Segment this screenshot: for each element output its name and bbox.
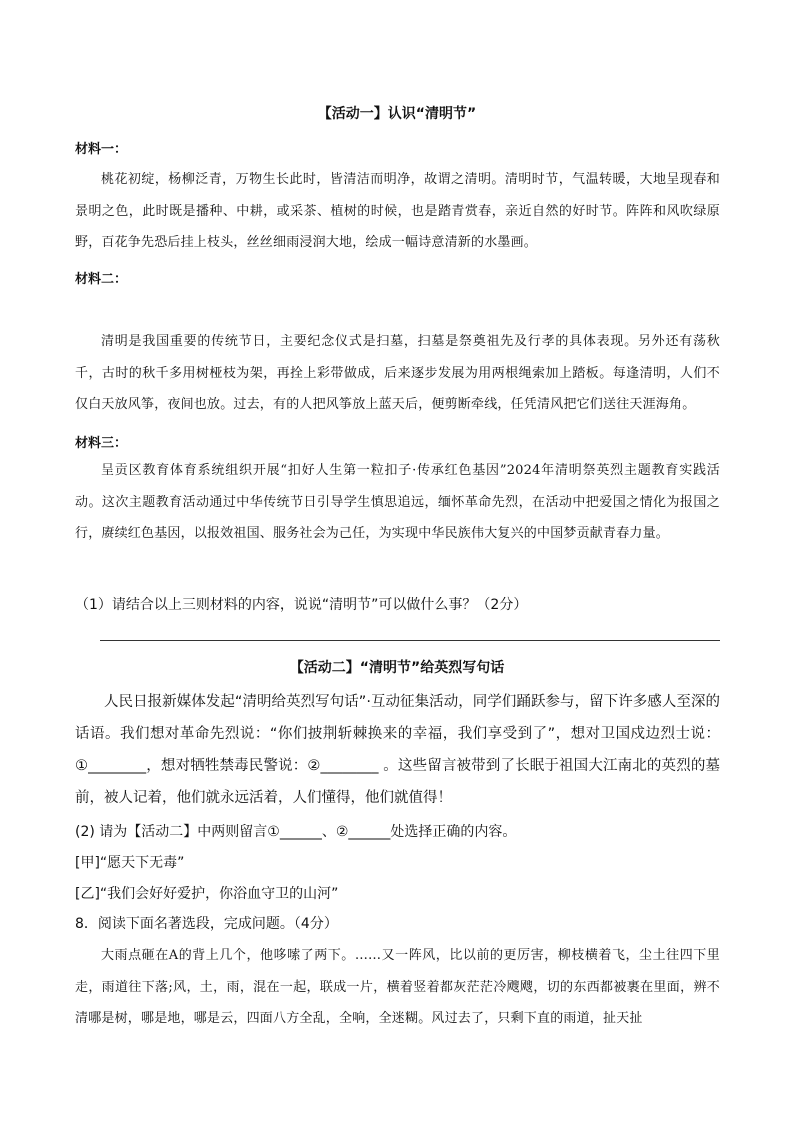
material3-text: 呈贡区教育体育系统组织开展“扣好人生第一粒扣子·传承红色基因”2024年清明祭英烈主题教育实践活动。这次主题教育活动通过中华传统节日引导学生慎思追远，缅怀革命先烈，在活动中把爱国之情化为报国之行，赓续红色基因，以报效祖国、服务社会为己任，为实现中华民族伟大复兴的中国梦贡献青春力量。: [75, 463, 720, 541]
material3-label: 材料三：: [75, 436, 128, 451]
answer-line: [100, 640, 720, 641]
question-8-heading: 8．阅读下面名著选段，完成问题。（4分）: [75, 916, 338, 932]
material1-label: 材料一：: [75, 142, 128, 157]
material1-text: 桃花初绽，杨柳泛青，万物生长此时，皆清洁而明净，故谓之清明。清明时节，气温转暖，大地呈现春和景明之色，此时既是播种、中耕，或采茶、植树的时候，也是踏青赏春，亲近自然的好时节。阵阵和风吹绿原野，百花争先恐后挂上枝头，丝丝细雨浸润大地，绘成一幅诗意清新的水墨画。: [75, 172, 720, 250]
option-b: [乙]“我们会好好爱护，你浴血守卫的山河”: [75, 886, 339, 902]
question-8-passage: 大雨点砸在A的背上几个，他哆嗦了两下。……又一阵风，比以前的更厉害，柳枝横着飞，尘土往四下里走，雨道往下落;风，土，雨，混在一起，联成一片，横着竖着都灰茫茫冷飕飕，切的东西都被裹在里面，辨不清哪是树，哪是地，哪是云，四面八方全乱，全响，全迷糊。风过去了，只剩下直的雨道，扯天扯: [75, 948, 720, 1026]
question-2: (2) 请为【活动二】中两则留言①______、②______处选择正确的内容。: [75, 824, 517, 840]
question-1: （1）请结合以上三则材料的内容，说说“清明节”可以做什么事？（2分）: [75, 597, 528, 613]
activity1-title: 【活动一】认识“清明节”: [317, 106, 477, 122]
material2-text: 清明是我国重要的传统节日，主要纪念仪式是扫墓，扫墓是祭奠祖先及行孝的具体表现。另外还有荡秋千，古时的秋千多用树桠枝为架，再拴上彩带做成，后来逐步发展为用两根绳索加上踏板。每逢清明，人们不仅白天放风筝，夜间也放。过去，有的人把风筝放上蓝天后，便剪断牵线，任凭清风把它们送往天涯海角。: [75, 334, 720, 412]
option-a: [甲]“愿天下无毒”: [75, 855, 185, 871]
activity2-text: 人民日报新媒体发起“清明给英烈写句话”·互动征集活动，同学们踊跃参与，留下许多感人至深的话语。我们想对革命先烈说：“你们披荆斩棘换来的幸福，我们享受到了”，想对卫国戍边烈士说：①________，想对牺牲禁毒民警说：②________ 。这些留言被带到了长眠于祖国大江南北的英烈的墓前，被人记着，他们就永远活着，人们懂得，他们就值得！: [75, 694, 720, 806]
activity2-title: 【活动二】“清明节”给英烈写句话: [289, 660, 505, 676]
material2-label: 材料二：: [75, 272, 128, 287]
